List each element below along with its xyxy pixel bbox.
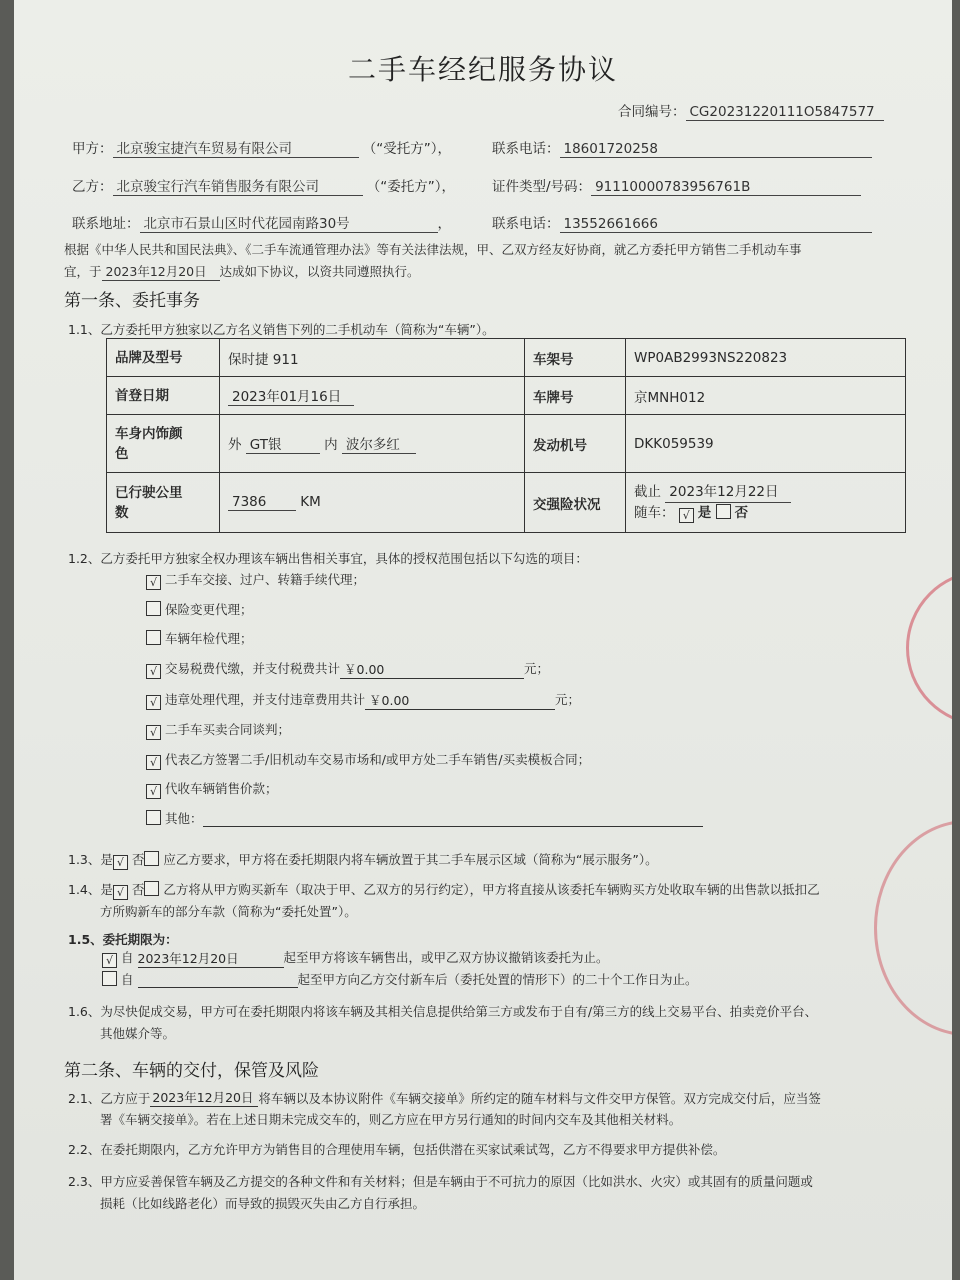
option-violation-checkbox[interactable]: √ [146,695,161,710]
clause-2-2: 2.2、在委托期限内，乙方允许甲方为销售目的合理使用车辆，包括供潜在买家试乘试驾，乙方不得要求甲方提供补偿。 [68,1142,726,1157]
contract-page [14,0,952,1280]
vin-value: WP0AB2993NS220823 [626,339,906,377]
reg-date-cell [220,377,525,415]
clause-1-6-line-2: 其他媒介等。 [100,1026,176,1041]
clause-1-4-text: 乙方将从甲方购买新车（取决于甲、乙双方的另行约定），甲方将直接从该委托车辆购买方处收取车辆的出售款以抵扣乙 [163,882,820,897]
insurance-yes-label: 是 [697,505,712,521]
address-comma: ， [437,216,451,232]
option-transfer-label: 二手车交接、过户、转籍手续代理； [165,572,366,587]
address-value: 北京市石景山区时代花园南路30号 [140,212,438,233]
term-row-1-checkbox[interactable]: √ [102,953,117,968]
option-violation-label: 违章处理代理，并支付违章费用共计 [165,692,366,707]
option-transfer [146,570,365,590]
reg-date-label: 首登日期 [107,377,220,415]
insurance-no-label: 否 [734,505,749,521]
plate-value: 京MNH012 [626,377,906,415]
color-label-2: 色 [115,445,129,462]
option-transfer-checkbox[interactable]: √ [146,575,161,590]
option-negotiation-checkbox[interactable]: √ [146,725,161,740]
option-other [146,809,703,827]
term-row-1-date: 2023年12月20日 [138,949,284,968]
option-collect-payment [146,779,278,799]
option-violation-amount: ￥0.00 [365,691,555,710]
option-other-line [203,826,703,827]
mileage-unit: KM [300,494,321,510]
party-a-phone-row [492,137,872,158]
clause-1-3-no-label: 否 [131,852,145,867]
clause-2-1 [68,1088,821,1107]
option-collect-payment-checkbox[interactable]: √ [146,784,161,799]
clause-1-4-no-checkbox[interactable] [144,881,159,896]
option-tax-amount: ￥0.00 [340,660,524,679]
exterior-label: 外 [228,437,242,453]
vin-label: 车架号 [525,339,626,377]
option-violation [146,690,580,710]
party-b-id-label: 证件类型/号码： [492,179,592,195]
document-title: 二手车经纪服务协议 [347,53,618,86]
address-row [72,212,451,233]
intro-date: 2023年12月20日 [102,262,220,281]
option-inspection [146,629,253,647]
clause-1-3-yes-checkbox[interactable]: √ [113,855,128,870]
clause-1-4-no-label: 否 [131,882,145,897]
contract-number [618,100,884,121]
interior-color: 波尔多红 [342,433,416,454]
section-2-title: 第二条、车辆的交付，保管及风险 [64,1061,319,1081]
brand-value: 保时捷 911 [220,339,525,377]
party-a-phone-label: 联系电话： [492,141,560,157]
plate-label: 车牌号 [525,377,626,415]
clause-1-4-line-2: 方所购新车的部分车款（简称为“委托处置”）。 [100,904,357,919]
clause-2-1-date: 2023年12月20日 [150,1088,258,1107]
option-collect-payment-label: 代收车辆销售价款； [165,781,278,796]
insurance-follow-label: 随车： [634,505,675,521]
color-cell [220,415,525,473]
option-inspection-label: 车辆年检代理； [165,631,253,646]
mileage-value: 7386 [228,494,296,511]
party-a-name: 北京骏宝捷汽车贸易有限公司 [113,137,359,158]
company-seal-upper [906,570,952,726]
clause-1-3 [68,850,658,870]
term-row-2-text: 起至甲方向乙方交付新车后（委托处置的情形下）的二十个工作日为止。 [297,972,698,987]
party-b-row [72,175,455,196]
section-1-title: 第一条、委托事务 [64,291,200,311]
brand-label: 品牌及型号 [107,339,220,377]
color-label-1: 车身内饰颜 [115,425,183,442]
clause-1-3-no-checkbox[interactable] [144,851,159,866]
intro-line-2 [64,262,420,281]
term-row-1 [102,948,609,968]
option-other-checkbox[interactable] [146,810,161,825]
term-row-2 [102,970,698,988]
clause-1-4-pre: 1.4、是 [68,882,113,897]
contract-number-label: 合同编号： [618,104,686,120]
option-violation-suffix: 元； [555,692,581,707]
clause-1-2: 1.2、乙方委托甲方独家全权办理该车辆出售相关事宜，具体的授权范围包括以下勾选的项目： [68,551,588,566]
engine-value: DKK059539 [626,415,906,473]
clause-2-3-line-2: 损耗（比如线路老化）而导致的损毁灭失由乙方自行承担。 [100,1196,426,1211]
exterior-color: GT银 [246,433,320,454]
intro-suffix: 达成如下协议，以资共同遵照执行。 [219,264,420,279]
interior-label: 内 [324,437,338,453]
engine-label: 发动机号 [525,415,626,473]
option-inspection-checkbox[interactable] [146,630,161,645]
clause-2-1-text: 将车辆以及本协议附件《车辆交接单》所约定的随车材料与文件交甲方保管。双方完成交付后，应当签 [258,1091,821,1106]
clause-2-1-line-2: 署《车辆交接单》。若在上述日期未完成交车的，则乙方应在甲方另行通知的时间内交车及其他相关材料。 [100,1112,682,1127]
address-label: 联系地址： [72,216,140,232]
vehicle-table [106,338,906,533]
party-a-role: （“受托方”）， [362,141,452,157]
option-other-label: 其他： [165,811,203,826]
insurance-until-label: 截止 [634,484,661,500]
insurance-until: 2023年12月22日 [665,482,791,503]
term-row-2-pre: 自 [121,972,134,987]
reg-date-value: 2023年01月16日 [228,385,354,406]
insurance-label: 交强险状况 [525,473,626,533]
clause-1-3-text: 应乙方要求，甲方将在委托期限内将车辆放置于其二手车展示区域（简称为“展示服务”）。 [163,852,658,867]
party-a-phone: 18601720258 [560,141,872,158]
party-b-id: 91110000783956761B [591,179,861,196]
party-b-role: （“委托方”）， [366,179,456,195]
contract-number-value: CG20231220111O5847577 [686,104,884,121]
term-row-2-checkbox[interactable] [102,971,117,986]
option-sign-contract-checkbox[interactable]: √ [146,755,161,770]
clause-1-4-yes-checkbox[interactable]: √ [113,885,128,900]
party-b-label: 乙方： [72,179,113,195]
clause-2-3-line-1: 2.3、甲方应妥善保管车辆及乙方提交的各种文件和有关材料；但是车辆由于不可抗力的原因（比如洪水、火灾）或其固有的质量问题或 [68,1174,813,1189]
clause-1-5-title: 1.5、委托期限为： [68,932,178,947]
option-insurance-checkbox[interactable] [146,601,161,616]
address-phone-row [492,212,872,233]
party-a-row [72,137,451,158]
option-tax [146,659,549,679]
mileage-cell [220,473,525,533]
clause-1-6-line-1: 1.6、为尽快促成交易，甲方可在委托期限内将该车辆及其相关信息提供给第三方或发布于自有/第三方的线上交易平台、拍卖竞价平台、 [68,1004,818,1019]
intro-prefix: 宜，于 [64,264,102,279]
mileage-label-2: 数 [115,504,129,521]
address-phone: 13552661666 [560,216,872,233]
party-b-id-row [492,175,861,196]
clause-2-1-pre: 2.1、乙方应于 [68,1091,151,1106]
option-sign-contract-label: 代表乙方签署二手/旧机动车交易市场和/或甲方处二手车销售/买卖模板合同； [165,752,591,767]
party-a-label: 甲方： [72,141,113,157]
mileage-label [107,473,220,533]
option-negotiation [146,720,290,740]
option-sign-contract [146,750,590,770]
option-tax-label: 交易税费代缴，并支付税费共计 [165,661,341,676]
intro-line-1: 根据《中华人民共和国民法典》、《二手车流通管理办法》等有关法律法规，甲、乙双方经友好协商，就乙方委托甲方销售二手机动车事 [64,242,802,257]
option-negotiation-label: 二手车买卖合同谈判； [165,722,291,737]
address-phone-label: 联系电话： [492,216,560,232]
color-label [107,415,220,473]
term-row-2-date [138,987,298,988]
option-tax-checkbox[interactable]: √ [146,664,161,679]
clause-1-4 [68,880,820,900]
clause-1-3-pre: 1.3、是 [68,852,113,867]
term-row-1-text: 起至甲方将该车辆售出，或甲乙双方协议撤销该委托为止。 [283,950,609,965]
option-insurance [146,600,253,618]
term-row-1-pre: 自 [121,950,134,965]
company-seal-lower [874,820,952,1036]
insurance-no-checkbox[interactable] [716,504,731,519]
option-tax-suffix: 元； [524,661,550,676]
insurance-yes-checkbox[interactable]: √ [679,508,694,523]
clause-1-1: 1.1、乙方委托甲方独家以乙方名义销售下列的二手机动车（简称为“车辆”）。 [68,322,495,337]
option-insurance-label: 保险变更代理； [165,602,253,617]
mileage-label-1: 已行驶公里 [115,484,183,501]
insurance-cell [626,473,906,533]
party-b-name: 北京骏宝行汽车销售服务有限公司 [113,175,363,196]
